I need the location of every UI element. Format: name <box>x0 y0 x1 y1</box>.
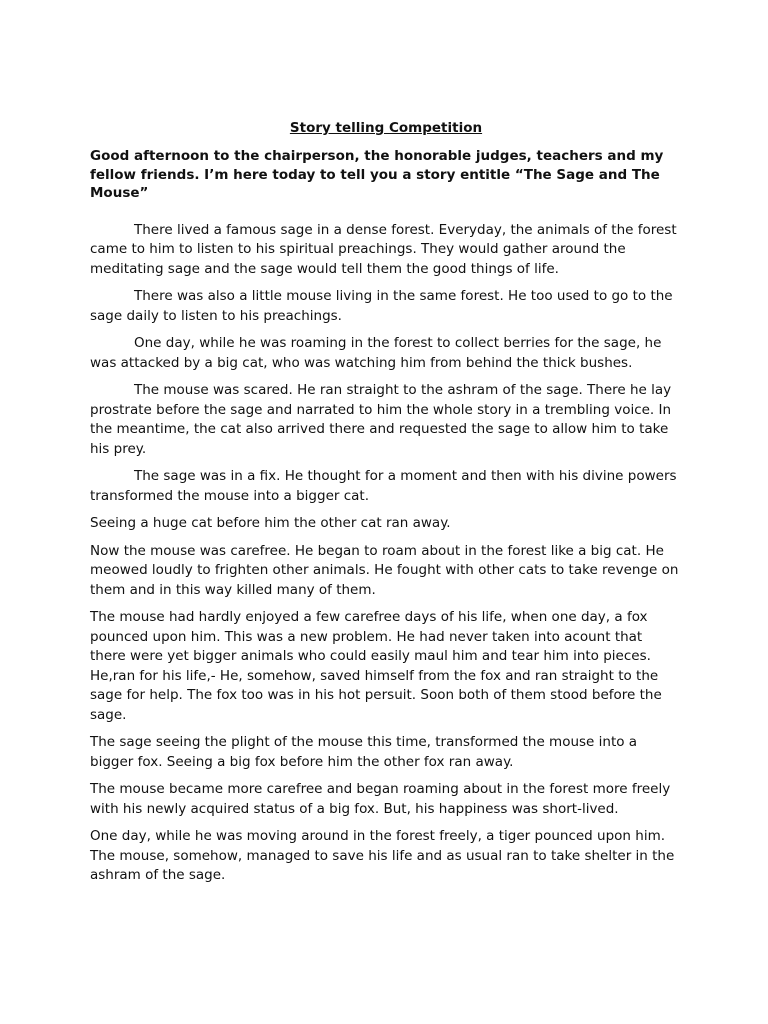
document-page <box>90 119 682 894</box>
paragraph-8: The mouse had hardly enjoyed a few carefree days of his life, when one day, a fox pounced upon him. This was a new problem. He had never taken into acount that there were yet bigger animals who could easily maul him and tear him into pieces. He,ran for his life,- He, somehow, saved himself from the fox and ran straight to the sage for help. The fox too was in his hot persuit. Soon both of them stood before the sage. <box>90 609 662 723</box>
paragraph-6: Seeing a huge cat before him the other cat ran away. <box>90 515 451 531</box>
paragraph-3: One day, while he was roaming in the forest to collect berries for the sage, he was attacked by a big cat, who was watching him from behind the thick bushes. <box>90 335 662 371</box>
paragraph-4: The mouse was scared. He ran straight to the ashram of the sage. There he lay prostrate before the sage and narrated to him the whole story in a trembling voice. In the meantime, the cat also arrived there and requested the sage to allow him to take his prey. <box>90 382 672 457</box>
paragraph-2: There was also a little mouse living in the same forest. He too used to go to the sage daily to listen to his preachings. <box>90 288 673 324</box>
paragraph-7: Now the mouse was carefree. He began to roam about in the forest like a big cat. He meowed loudly to frighten other animals. He fought with other cats to take revenge on them and in this way killed many of them. <box>90 542 679 598</box>
intro-paragraph: Good afternoon to the chairperson, the honorable judges, teachers and my fellow friends. I’m here today to tell you a story entitle “The Sage and The Mouse” <box>90 148 664 201</box>
paragraph-1: There lived a famous sage in a dense forest. Everyday, the animals of the forest came to him to listen to his spiritual preachings. They would gather around the meditating sage and the sage would tell them the good things of life. <box>90 221 677 277</box>
paragraph-9: The sage seeing the plight of the mouse this time, transformed the mouse into a bigger fox. Seeing a big fox before him the other fox ran away. <box>90 734 638 770</box>
document-title: Story telling Competition <box>289 120 483 136</box>
paragraph-11: One day, while he was moving around in the forest freely, a tiger pounced upon him. The mouse, somehow, managed to save his life and as usual ran to take shelter in the ashram of the sage. <box>90 828 675 883</box>
paragraph-10: The mouse became more carefree and began roaming about in the forest more freely with his newly acquired status of a big fox. But, his happiness was short-lived. <box>90 781 671 817</box>
paragraph-5: The sage was in a fix. He thought for a moment and then with his divine powers transformed the mouse into a bigger cat. <box>90 468 677 504</box>
